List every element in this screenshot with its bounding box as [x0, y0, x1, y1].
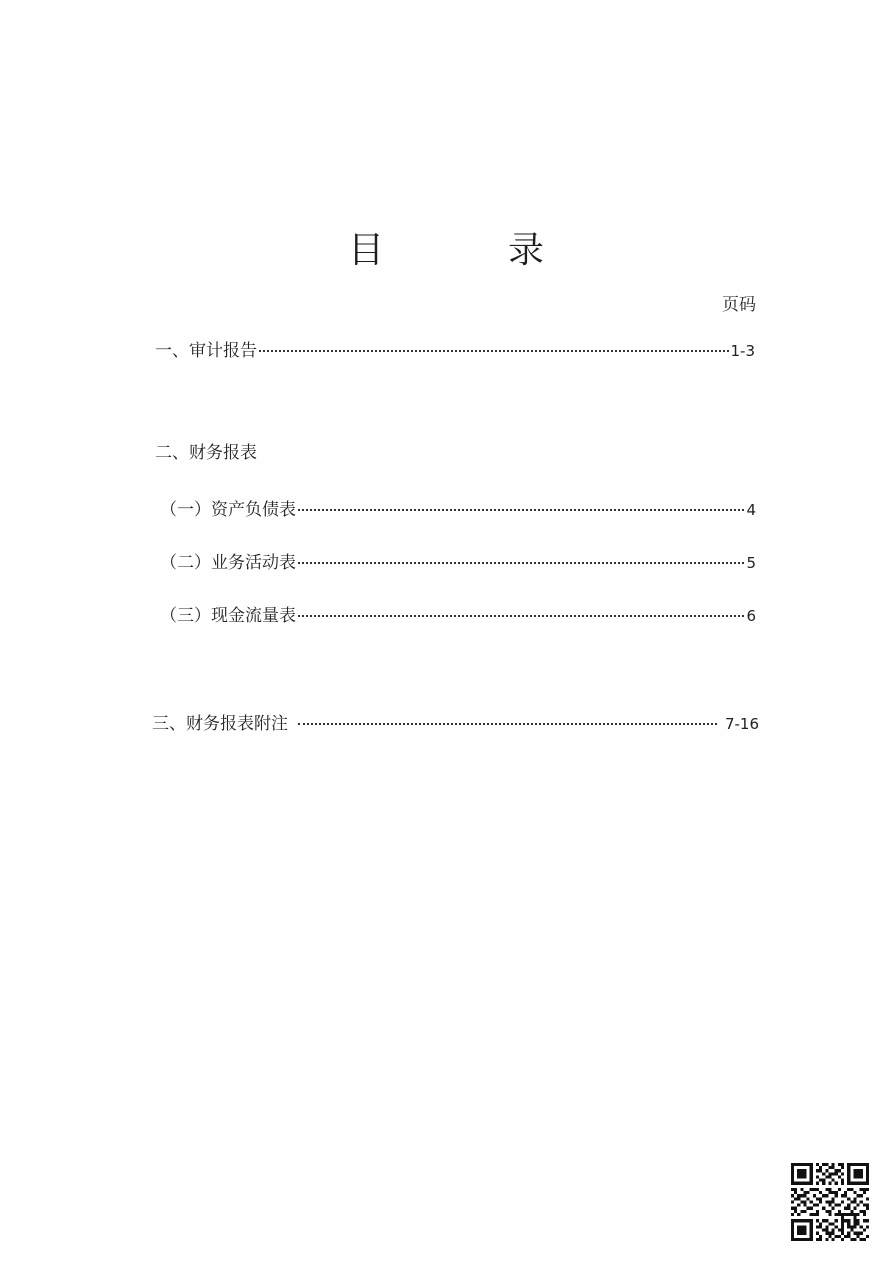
toc-dot-leader — [298, 562, 744, 564]
toc-entry-page: 1-3 — [730, 342, 755, 360]
page-number-column-label: 页码 — [722, 295, 756, 315]
toc-dot-leader — [259, 350, 729, 352]
toc-entry-activity-statement[interactable] — [160, 548, 756, 573]
page-title: 目 录 — [347, 230, 588, 271]
toc-entry-page: 4 — [746, 501, 756, 519]
toc-entry-page: 6 — [746, 607, 756, 625]
toc-entry-balance-sheet[interactable] — [160, 495, 756, 520]
toc-dot-leader — [298, 615, 744, 617]
toc-entry-page: 5 — [746, 554, 756, 572]
toc-entry-cash-flow-statement[interactable] — [160, 601, 756, 626]
qr-code-icon[interactable] — [791, 1163, 869, 1241]
toc-entry-label: （三）现金流量表 — [160, 606, 296, 626]
toc-dot-leader — [298, 723, 717, 725]
toc-entry-label: （一）资产负债表 — [160, 500, 296, 520]
toc-entry-audit-report[interactable] — [155, 336, 755, 361]
toc-heading-financial-statements[interactable]: 二、财务报表 — [155, 443, 257, 463]
toc-entry-label: （二）业务活动表 — [160, 553, 296, 573]
toc-entry-label: 一、审计报告 — [155, 341, 257, 361]
toc-entry-page: 7-16 — [724, 715, 759, 733]
toc-entry-label: 三、财务报表附注 — [152, 714, 288, 734]
toc-entry-notes[interactable] — [152, 709, 759, 734]
toc-dot-leader — [298, 509, 744, 511]
